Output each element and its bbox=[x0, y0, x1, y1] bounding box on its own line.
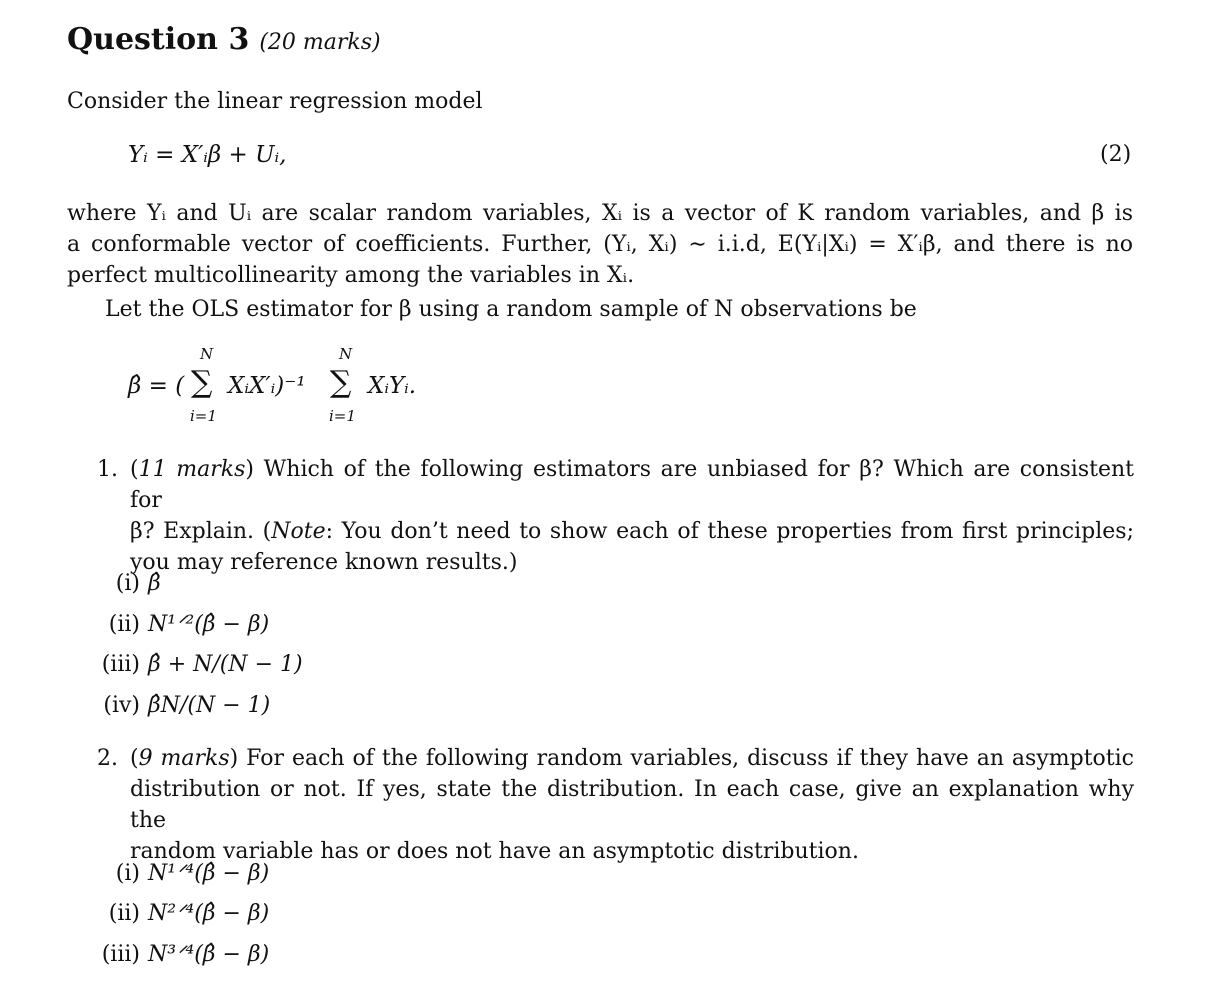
intro-text: Consider the linear regression model bbox=[67, 89, 483, 114]
part-1-marks: 11 marks bbox=[138, 457, 246, 482]
part-1-line: β? Explain. (Note: You don’t need to show each of these properties from first principles; bbox=[130, 519, 1134, 544]
model-description-paragraph bbox=[67, 198, 1133, 291]
part-2-line: distribution or not. If yes, state the distribution. In each case, give an explanation why the bbox=[130, 777, 1134, 833]
summation-symbol: ∑ bbox=[191, 365, 213, 400]
list-item: (iv) β̂N/(N − 1) bbox=[103, 693, 271, 718]
model-equation: Yᵢ = X′ᵢβ + Uᵢ, bbox=[128, 142, 287, 168]
paragraph-line: where Yᵢ and Uᵢ are scalar random variables, Xᵢ is a vector of K random variables, and β is bbox=[67, 201, 1133, 226]
part-2-line: (9 marks) For each of the following random variables, discuss if they have an asymptotic bbox=[130, 746, 1134, 771]
list-item: (iii) β̂ + N/(N − 1) bbox=[101, 652, 303, 677]
list-item: (ii) N¹ᐟ²(β̂ − β) bbox=[108, 612, 270, 637]
paragraph-line: a conformable vector of coefficients. Further, (Yᵢ, Xᵢ) ∼ i.i.d, E(Yᵢ|Xᵢ) = X′ᵢβ, and there is no bbox=[67, 232, 1133, 257]
list-item: (i) N¹ᐟ⁴(β̂ − β) bbox=[115, 861, 270, 886]
sum-lower-limit: i=1 bbox=[190, 407, 217, 425]
part-2-text bbox=[130, 743, 1134, 867]
question-heading: Question 3 bbox=[67, 22, 250, 57]
part-number: 1. bbox=[97, 457, 118, 482]
ols-term-2: XᵢYᵢ. bbox=[368, 373, 417, 399]
part-1-text bbox=[130, 454, 1134, 578]
equation-number: (2) bbox=[1100, 142, 1132, 167]
paragraph-line: perfect multicollinearity among the variables in Xᵢ. bbox=[67, 263, 635, 288]
list-item: (iii) N³ᐟ⁴(β̂ − β) bbox=[101, 942, 270, 967]
summation-symbol: ∑ bbox=[330, 365, 352, 400]
sum-upper-limit: N bbox=[339, 345, 353, 363]
list-item: (i) β̂ bbox=[115, 571, 161, 596]
sum-lower-limit: i=1 bbox=[329, 407, 356, 425]
part-2-line: random variable has or does not have an asymptotic distribution. bbox=[130, 839, 859, 864]
part-number: 2. bbox=[97, 746, 118, 771]
part-2-marks: 9 marks bbox=[138, 746, 230, 771]
ols-estimator-equation bbox=[128, 345, 548, 425]
ols-intro-text: Let the OLS estimator for β using a random sample of N observations be bbox=[105, 297, 917, 322]
list-item: (ii) N²ᐟ⁴(β̂ − β) bbox=[108, 901, 270, 926]
question-marks: (20 marks) bbox=[259, 30, 381, 55]
question-title bbox=[67, 22, 381, 57]
note-label: Note bbox=[271, 519, 326, 544]
ols-lhs: β̂ = ( bbox=[128, 373, 185, 399]
part-1-line: (11 marks) Which of the following estimators are unbiased for β? Which are consistent for bbox=[130, 457, 1134, 513]
sum-upper-limit: N bbox=[200, 345, 214, 363]
part-1-line: you may reference known results.) bbox=[130, 550, 518, 575]
ols-term-1: XᵢX′ᵢ)⁻¹ bbox=[228, 373, 306, 399]
